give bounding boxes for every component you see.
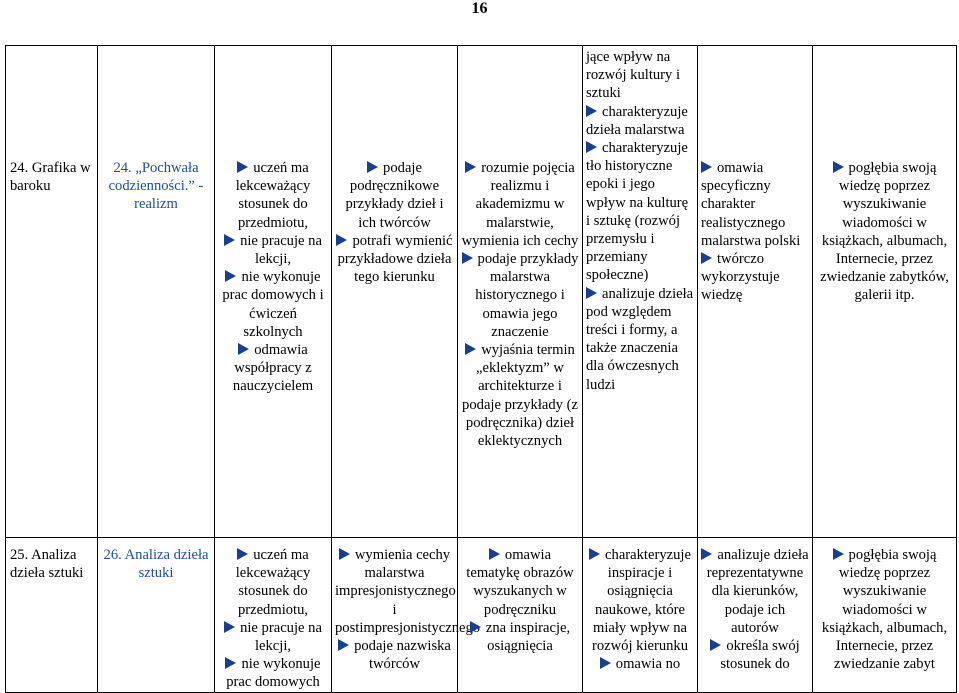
list-item: analizuje dzieła reprezentatywne dla kierunków, podaje ich autorów: [701, 546, 809, 637]
triangle-bullet-icon: [225, 657, 236, 669]
topic-number: 24.: [113, 160, 132, 176]
triangle-bullet-icon: [586, 141, 597, 153]
triangle-bullet-icon: [367, 161, 378, 173]
list-item: zna inspiracje, osiągnięcia: [461, 619, 579, 655]
triangle-bullet-icon: [465, 343, 476, 355]
requirements-cell: [332, 46, 458, 538]
list-item: podaje podręcznikowe przykłady dzieł i ich twórców: [345, 160, 444, 231]
requirements-cell: [813, 538, 957, 693]
requirements-list: [583, 46, 697, 394]
requirements-cell: [215, 46, 332, 538]
requirements-cell: [332, 538, 481, 693]
topic-label: 25. Analiza dzieła sztuki: [10, 547, 84, 582]
topic-cell: [6, 538, 98, 693]
triangle-bullet-icon: [701, 548, 712, 560]
triangle-bullet-icon: [833, 161, 844, 173]
triangle-bullet-icon: [489, 548, 500, 560]
triangle-bullet-icon: [701, 161, 712, 173]
triangle-bullet-icon: [238, 343, 249, 355]
table-row: [6, 538, 957, 693]
page-number: 16: [471, 0, 488, 17]
requirements-list: [583, 538, 697, 673]
list-item: odmawia współpracy z nauczycielem: [232, 342, 314, 395]
triangle-bullet-icon: [586, 105, 597, 117]
topic-label: [98, 46, 214, 214]
list-item: nie wykonuje prac domowych i ćwiczeń szkolnych: [222, 269, 324, 340]
triangle-bullet-icon: [833, 548, 844, 560]
triangle-bullet-icon: [465, 161, 476, 173]
requirements-cell: [813, 46, 957, 538]
list-item: uczeń ma lekceważący stosunek do przedmiotu,: [235, 547, 311, 618]
list-item: omawia no: [586, 655, 694, 673]
list-item: podaje przykłady malarstwa historycznego i omawia jego znaczenie: [461, 250, 579, 341]
triangle-bullet-icon: [710, 639, 721, 651]
triangle-bullet-icon: [589, 548, 600, 560]
requirements-list: [458, 46, 582, 450]
triangle-bullet-icon: [600, 657, 611, 669]
topic-cell: [6, 46, 98, 538]
triangle-bullet-icon: [339, 548, 350, 560]
list-item: wyjaśnia termin „eklektyzm” w architekturze i podaje przykłady (z podręcznika) dzieł eklektycznych: [462, 342, 578, 450]
list-item: pogłębia swoją wiedzę poprzez wyszukiwanie wiadomości w książkach, albumach, Internecie, przez zwiedzanie zabytków, galerii itp.: [820, 160, 949, 304]
list-item: wymienia cechy malarstwa impresjonistycznego i postimpresjonistycznego: [335, 547, 481, 636]
list-item: twórczo wykorzystuje wiedzę: [701, 251, 780, 304]
requirements-cell: [458, 46, 583, 538]
curriculum-table: [5, 45, 957, 693]
requirements-cell: [698, 46, 813, 538]
triangle-bullet-icon: [338, 639, 349, 651]
table-row: [6, 46, 957, 538]
list-item: omawia tematykę obrazów wyszukanych w podręczniku: [466, 547, 574, 618]
requirements-list: [813, 46, 956, 305]
triangle-bullet-icon: [225, 270, 236, 282]
triangle-bullet-icon: [470, 621, 481, 633]
requirements-list: [215, 538, 331, 692]
list-item: charakteryzuje inspiracje i osiągnięcia naukowe, które miały wpływ na rozwój kierunku: [586, 546, 694, 655]
list-item: nie wykonuje prac domowych: [226, 656, 321, 691]
list-item: nie pracuje na lekcji,: [218, 232, 328, 268]
continued-text: jące wpływ na rozwój kultury i sztuki: [586, 49, 681, 102]
requirements-cell: [215, 538, 332, 693]
topic-cell: [98, 46, 215, 538]
triangle-bullet-icon: [224, 621, 235, 633]
list-item: rozumie pojęcia realizmu i akademizmu w malarstwie, wymienia ich cechy: [461, 160, 579, 249]
requirements-list: [698, 46, 812, 305]
triangle-bullet-icon: [336, 234, 347, 246]
list-item: podaje nazwiska twórców: [335, 637, 454, 673]
requirements-cell: [583, 538, 698, 693]
list-item: charakteryzuje dzieła malarstwa: [586, 103, 688, 138]
requirements-cell: [458, 538, 583, 693]
requirements-list: [698, 538, 812, 673]
requirements-list: [813, 538, 956, 673]
topic-label: [98, 538, 214, 582]
list-item: nie pracuje na lekcji,: [218, 619, 328, 655]
list-item: określa swój stosunek do: [701, 637, 809, 673]
requirements-list: [215, 46, 331, 396]
list-item: pogłębia swoją wiedzę poprzez wyszukiwanie wiadomości w książkach, albumach, Internecie, przez zwiedzanie zabyt: [821, 547, 948, 673]
list-item: potrafi wymienić przykładowe dzieła tego kierunku: [337, 232, 453, 286]
triangle-bullet-icon: [224, 234, 235, 246]
topic-cell: [98, 538, 215, 693]
requirements-list: [458, 538, 582, 655]
topic-label: 24. Grafika w baroku: [10, 160, 91, 195]
list-item: charakteryzuje tło historyczne epoki i jego wpływ na kulturę i sztukę (rozwój przemysłu i przemiany społeczne): [586, 140, 689, 284]
list-item: omawia specyficzny charakter realistycznego malarstwa polski: [701, 160, 801, 249]
triangle-bullet-icon: [237, 548, 248, 560]
requirements-cell: [698, 538, 813, 693]
requirements-list: [332, 538, 481, 673]
requirements-list: [332, 46, 457, 286]
triangle-bullet-icon: [586, 287, 597, 299]
triangle-bullet-icon: [701, 252, 712, 264]
list-item: uczeń ma lekceważący stosunek do przedmiotu,: [235, 160, 311, 231]
topic-title: „Pochwała codzienności.” - realizm: [108, 160, 204, 213]
triangle-bullet-icon: [462, 252, 473, 264]
triangle-bullet-icon: [237, 161, 248, 173]
topic-title: Analiza dzieła sztuki: [124, 547, 209, 582]
requirements-cell: [583, 46, 698, 538]
list-item: analizuje dzieła pod względem treści i formy, a także znaczenia dla ówczesnych ludzi: [586, 285, 694, 393]
topic-number: 26.: [103, 547, 122, 563]
